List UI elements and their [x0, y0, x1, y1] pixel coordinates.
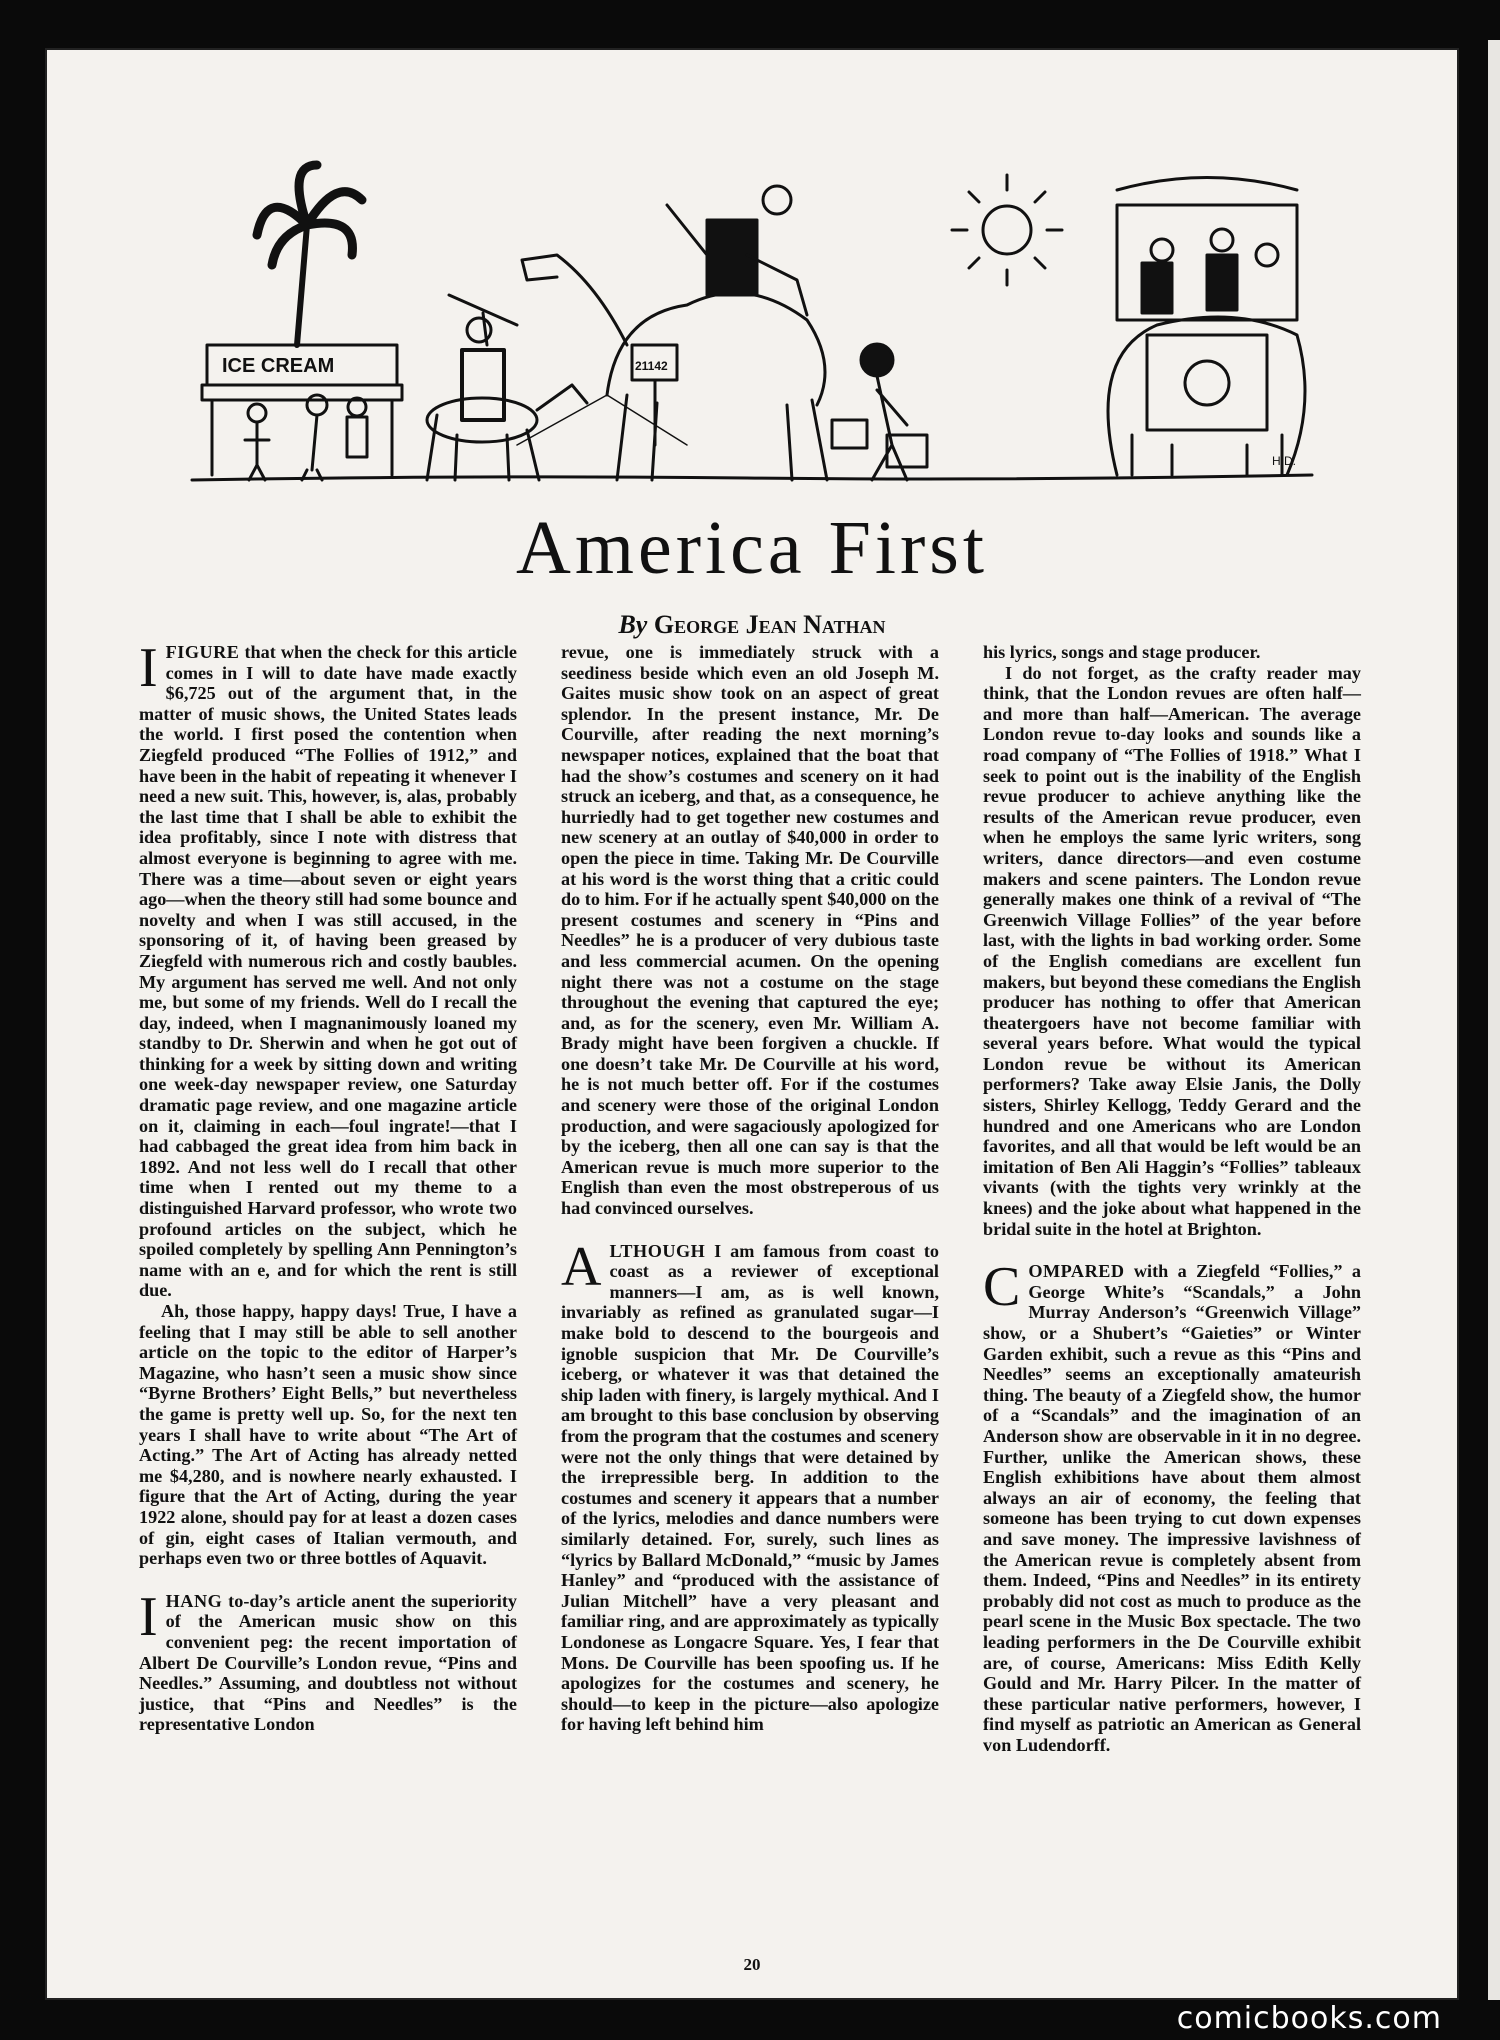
- column-2: [561, 642, 939, 1735]
- paragraph-text: that when the check for this article comes in I will to date have made exactly $6,725 out of the argument that, in the matter of music shows, the United States leads the world. I first posed the contention when Ziegfeld produced “The Follies of 1912,” and have been in the habit of repeating it whenever I need a new suit. This, however, is, alas, probably the last time that I shall be able to exhibit the idea profitably, since I note with distress that almost everyone is beginning to agree with me. There was a time—about seven or eight years ago—when the theory still had some bounce and novelty and when I was still accused, in the sponsoring of it, of having been greased by Ziegfeld with numerous rich and costly baubles. My argument has served me well. And not only me, but some of my friends. Well do I recall the day, indeed, when I magnanimously loaned my standby to Dr. Sherwin and when he got out of thinking for a week by sitting down and writing one week-day newspaper review, one Saturday dramatic page review, and one magazine article on it, claiming in each—foul ingrate!—that I had cabbaged the great idea from him back in 1892. And not less well do I recall that other time when I rented out my theme to a distinguished Harvard professor, who wrote two profound articles on the subject, which he spoiled completely by spelling Ann Pennington’s name with an e, and for which the rent is still due.: [139, 642, 517, 1301]
- header-illustration: [187, 145, 1317, 485]
- paragraph: [139, 1301, 517, 1569]
- paragraph-text: I do not forget, as the crafty reader may think, that the London revues are often half—and more than half—American. The average London revue to-day looks and sounds like a road company of “The Follies of 1918.” What I seek to point out is the inability of the English revue producer to achieve anything like the results of the American revue producer, even when he employs the same lyric writers, song writers, dance directors—and even costume makers and scene painters. The London revue generally makes one think of a revival of “The Greenwich Village Follies” of the year before last, with the lights in bad working order. Some of the English comedians are excellent fun makers, but beyond these comedians the English producer has nothing to offer that American theatergoers have not become familiar with several years before. What would the typical London revue be without its American performers? Take away Elsie Janis, the Dolly sisters, Shirley Kellogg, Teddy Gerard and the hundred and one Americans who are London favorites, and all that would be left would be an imitation of Ben Ali Haggin’s “Follies” tableaux vivants (with the tights very wrinkly at the knees) and the joke about what happened in the bridal suite in the hotel at Brighton.: [983, 662, 1361, 1239]
- paragraph: [983, 642, 1361, 663]
- drop-cap: A: [561, 1235, 602, 1298]
- page-number: 20: [743, 1955, 761, 1974]
- page-spine: [1488, 40, 1500, 2000]
- watermark: comicbooks.com: [1176, 2001, 1442, 2036]
- paragraph: [983, 663, 1361, 1240]
- lead-word: OMPARED: [1028, 1261, 1125, 1282]
- paragraph: [139, 637, 517, 1301]
- ice-cream-sign: ICE CREAM: [222, 355, 335, 377]
- paragraph-text: revue, one is immediately struck with a seediness beside which even an old Joseph M. Gaites music show took on an aspect of great splendor. In the present instance, Mr. De Courville, after reading the next morning’s newspaper notices, explained that the boat that had the show’s costumes and scenery on it had struck an iceberg, and that, as a consequence, he hurriedly had to get together new costumes and new scenery at an outlay of $40,000 in order to open the piece in time. Taking Mr. De Courville at his word is the worst thing that a critic could do to him. For if he actually spent $40,000 on the present costumes and scenery in “Pins and Needles” he is a producer of very dubious taste and less commercial acumen. On the opening night there was not a costume on the stage throughout the evening that captured the eye; and, as for the scenery, even Mr. William A. Brady might have been forgiven a chuckle. If one doesn’t take Mr. De Courville at his word, he is not much better off. For if the costumes and scenery were those of the original London production, and were sagaciously apologized for by the iceberg, then all one can say is that the American revue is much more superior to the English than even the most obstreperous of us had convinced ourselves.: [561, 642, 939, 1219]
- paragraph-text: Ah, those happy, happy days! True, I have a feeling that I may still be able to sell another article on the topic to the editor of Harper’s Magazine, who hasn’t seen a music show since “Byrne Brothers’ Eight Bells,” but nevertheless the game is pretty well up. So, for the next ten years I shall have to write about “The Art of Acting.” The Art of Acting has already netted me $4,280, and is nowhere nearly exhausted. I figure that the Art of Acting, during the year 1922 alone, should pay for at least a dozen cases of gin, eight cases of Italian vermouth, and perhaps even two or three bottles of Aquavit.: [139, 1301, 517, 1569]
- drop-cap: C: [983, 1256, 1021, 1319]
- drop-cap: I: [139, 1585, 158, 1648]
- plate-number: 21142: [635, 359, 668, 373]
- paragraph-text: to-day’s article anent the superiority of the American music show on this convenient peg: the recent importation of Albert De Courville’s London revue, “Pins and Needles.” Assuming, and doubtless not without justice, that “Pins and Needles” is the representative London: [139, 1590, 517, 1735]
- author-name: George Jean Nathan: [653, 610, 886, 639]
- paragraph: [561, 642, 939, 1219]
- byline: [47, 610, 1457, 640]
- paragraph-text: with a Ziegfeld “Follies,” a George White’s “Scandals,” a John Murray Anderson’s “Greenwich Village” show, or a Shubert’s “Gaieties” or Winter Garden exhibit, such a revue as this “Pins and Needles” seems an exceptionally amateurish thing. The beauty of a Ziegfeld show, the humor of a “Scandals” and the imagination of an Anderson show are observable in it in no degree. Further, unlike the American shows, these English exhibitions have about them almost always an air of economy, the feeling that someone has been trying to cut down expenses and save money. The impressive lavishness of the American revue is completely absent from them. Indeed, “Pins and Needles” in its entirety probably did not cost as much to produce as the pearl scene in the Music Box spectacle. The two leading performers in the De Courville exhibit are, of course, Americans: Miss Edith Kelly Gould and Mr. Harry Pilcer. In the matter of these particular native performers, however, I find myself as patriotic an American as General von Ludendorff.: [983, 1261, 1361, 1755]
- drop-cap: I: [139, 637, 158, 699]
- byline-prefix: By: [618, 610, 648, 639]
- lead-word: HANG: [165, 1590, 223, 1611]
- paragraph: [139, 1585, 517, 1735]
- column-1: [139, 637, 517, 1735]
- column-3: [983, 642, 1361, 1755]
- paragraph-text: I am famous from coast to coast as a reviewer of exceptional manners—I am, as is well known, invariably as refined as granulated sugar—I make bold to descend to the bourgeois and ignoble suspicion that Mr. De Courville’s iceberg, or whatever it was that detained the ship laden with finery, is largely mythical. And I am brought to this base conclusion by observing from the program that the costumes and scenery were not the only things that were detained by the irrepressible berg. In addition to the costumes and scenery it appears that a number of the lyrics, melodies and dance numbers were similarly detained. For, surely, such lines as “lyrics by Ballard McDonald,” “music by James Hanley” and “produced with the assistance of Julian Mitchell” have a very pleasant and familiar ring, and are approximately as typically Londonese as Longacre Square. Yes, I fear that Mons. De Courville has been spoofing us. If he apologizes for the costumes and scenery, he should—to keep in the picture—also apologize for having left behind him: [561, 1240, 939, 1735]
- paragraph: [983, 1256, 1361, 1755]
- lead-word: FIGURE: [165, 642, 240, 662]
- lead-word: LTHOUGH: [609, 1240, 706, 1261]
- paragraph-text: his lyrics, songs and stage producer.: [983, 642, 1261, 662]
- magazine-page: [45, 48, 1459, 2000]
- paragraph: [561, 1235, 939, 1735]
- artist-signature: H.D.: [1272, 454, 1296, 468]
- article-title: America First: [515, 506, 988, 590]
